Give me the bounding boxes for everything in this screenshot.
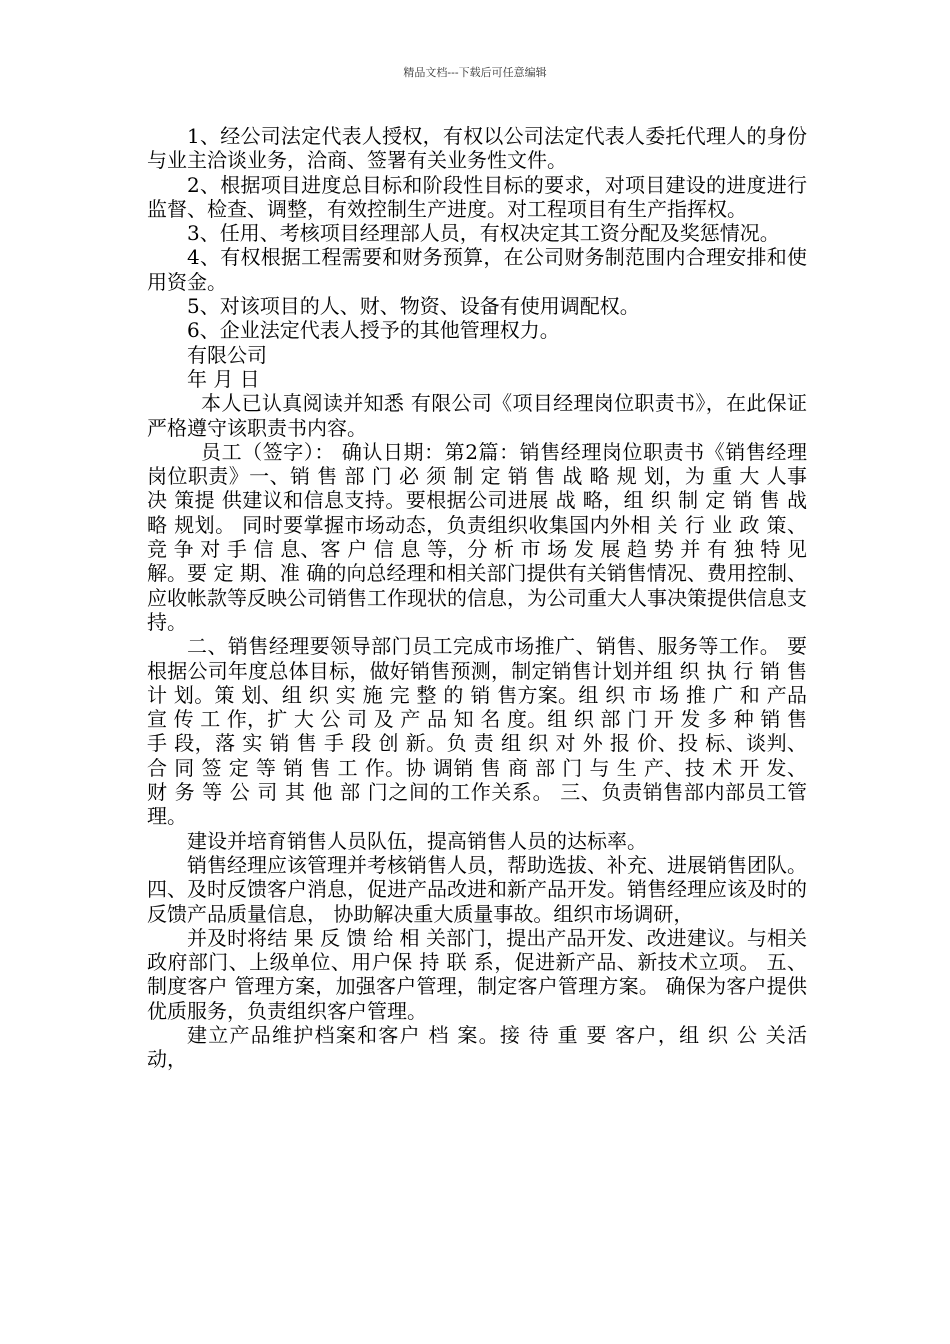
sales-duty-section-4: 销售经理应该管理并考核销售人员，帮助选拔、补充、进展销售团队。 四、及时反馈客户消息，促进产品改进和新产品开发。销售经理应该及时的反馈产品质量信息， 协助解决重大质量事故。组织市场调研， bbox=[147, 852, 807, 926]
paragraph-authorization-1: 1、经公司法定代表人授权，有权以公司法定代表人委托代理人的身份与业主洽谈业务，洽商、签署有关业务性文件。 bbox=[147, 124, 807, 173]
sales-team-building: 建设并培育销售人员队伍，提高销售人员的达标率。 bbox=[187, 828, 647, 853]
sales-duty-section-2: 二、销售经理要领导部门员工完成市场推广、销售、服务等工作。 要根据公司年度总体目标，做好销售预测，制定销售计划并组 织 执 行 销 售 计 划。策 划、组 织 实 施 完 整 的 销 售方案。组 织 市 场 推 广 和 产品 宣 传 工 作，扩 大 公 司 及 产 品 知 名 度。组 织 部 门 开 发 多 种 销 售 手 段，落 实 销 售 手 段 创 新。负 责 组 织 对 外 报 价、投 标、谈判、合 同 签 定 等 销 售 工 作。协 调销 售 商 部 门 与 生 产、技 术 开 发、财 务 等 公 司 其 他 部 门之间的工作关系。 三、负责销售部内部员工管理。 bbox=[147, 634, 807, 829]
paragraph-authorization-3: 3、任用、考核项目经理部人员，有权决定其工资分配及奖惩情况。 bbox=[187, 221, 780, 246]
acknowledgement-paragraph: 本人已认真阅读并知悉 有限公司《项目经理岗位职责书》，在此保证严格遵守该职责书内容。 bbox=[147, 391, 807, 440]
customer-archive-paragraph: 建立产品维护档案和客户 档 案。接 待 重 要 客户，组 织 公 关活 动， bbox=[147, 1022, 807, 1072]
sales-duty-section-5: 并及时将结 果 反 馈 给 相 关部门，提出产品开发、改进建议。与相关政府部门、上级单位、用户保 持 联 系，促进新产品、新技术立项。 五、制度客户 管理方案，加强客户管理，制定客户管理方案。 确保为客户提供优质服务，负责组织客户管理。 bbox=[147, 925, 807, 1023]
document-body bbox=[147, 124, 807, 1072]
page-header: 精品文档---下载后可任意编辑 bbox=[403, 66, 547, 79]
paragraph-authorization-4: 4、有权根据工程需要和财务预算，在公司财务制范围内合理安排和使用资金。 bbox=[147, 245, 807, 294]
company-name-line: 有限公司 bbox=[187, 342, 267, 367]
date-line: 年 月 日 bbox=[187, 366, 260, 391]
paragraph-authorization-6: 6、企业法定代表人授予的其他管理权力。 bbox=[187, 318, 560, 343]
paragraph-authorization-2: 2、根据项目进度总目标和阶段性目标的要求，对项目建设的进度进行监督、检查、调整，有效控制生产进度。对工程项目有生产指挥权。 bbox=[147, 172, 807, 221]
paragraph-authorization-5: 5、对该项目的人、财、物资、设备有使用调配权。 bbox=[187, 294, 640, 319]
employee-signature-and-sales-duties: 员工（签字）： 确认日期：第2篇：销售经理岗位职责书《销售经理岗位职责》一、销 售 部 门 必 须 制 定 销 售 战 略 规 划，为 重 大 人事 决 策提 供建议和信息支持。要根据公司进展 战 略，组 织 制 定 销 售 战 略 规划。 同时要掌握市场动态，负责组织收集国内外相 关 行 业 政 策、竞 争 对 手 信 息、客 户 信 息 等，分 析 市 场 发 展 趋 势 并 有 独 特 见 解。要 定 期、准 确的向总经理和相关部门提供有关销售情况、费用控制、应收帐款等反映公司销售工作现状的信息，为公司重大人事决策提供信息支持。 bbox=[147, 439, 807, 634]
